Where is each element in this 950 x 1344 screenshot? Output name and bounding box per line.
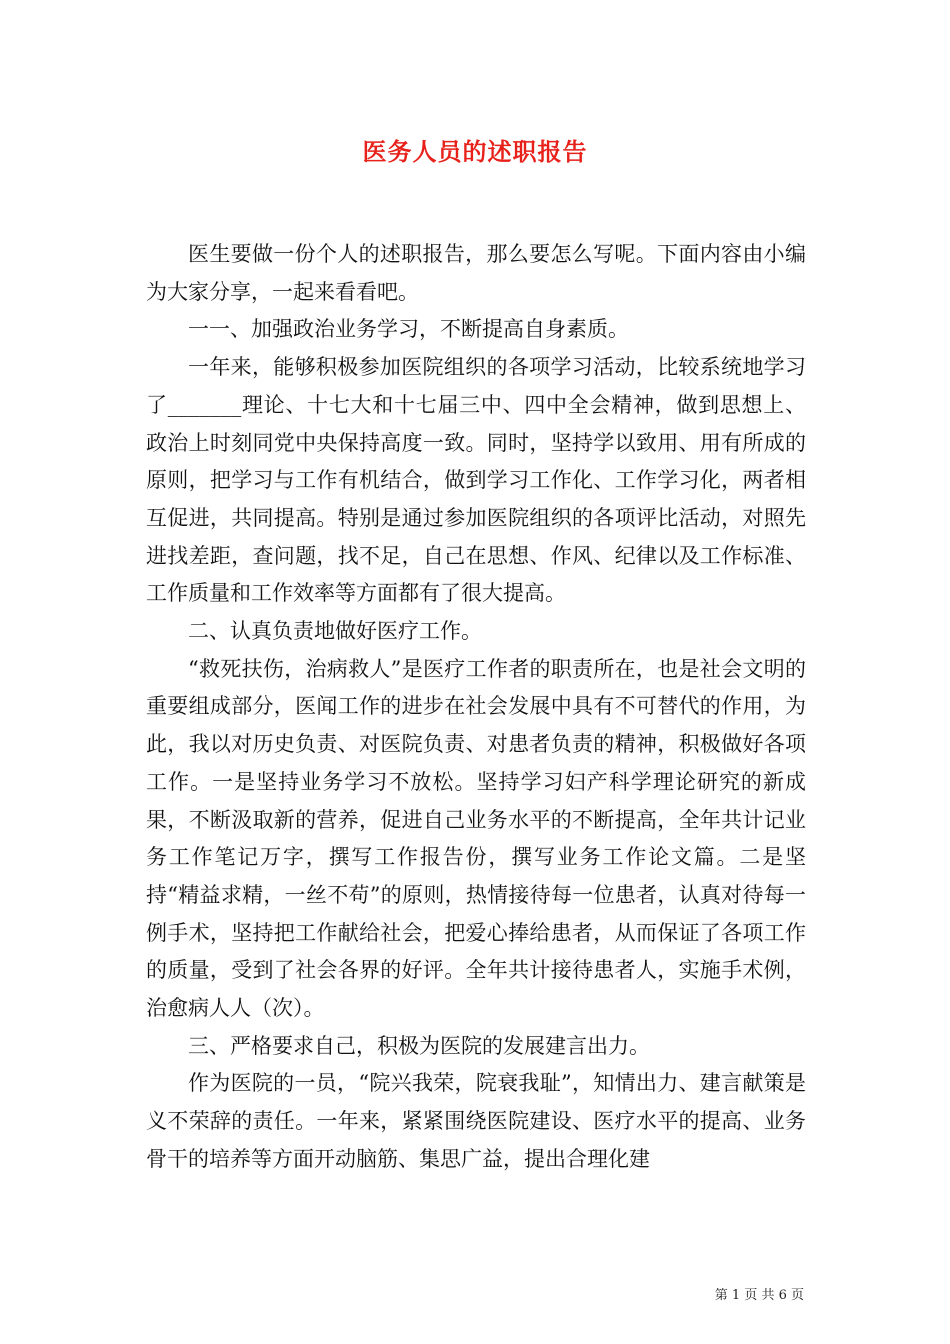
section-heading-3: 三、严格要求自己，积极为医院的发展建言出力。 [188,1033,650,1058]
paragraph-section-2: “救死扶伤，治病救人”是医疗工作者的职责所在，也是社会文明的重要组成部分，医闻工作的进步在社会发展中具有不可替代的作用，为此，我以对历史负责、对医院负责、对患者负责的精神，积极做好各项工作。一是坚持业务学习不放松。坚持学习妇产科学理论研究的新成果，不断汲取新的营养，促进自己业务水平的不断提高，全年共计记业务工作笔记万字，撰写工作报告份，撰写业务工作论文篇。二是坚持“精益求精，一丝不苟”的原则，热情接待每一位患者，认真对待每一例手术，坚持把工作献给社会，把爱心捧给患者，从而保证了各项工作的质量，受到了社会各界的好评。全年共计接待患者人，实施手术例，治愈病人人（次）。 [146,656,806,1021]
paragraph-section-1: 一年来，能够积极参加医院组织的各项学习活动，比较系统地学习了_______理论、十七大和十七届三中、四中全会精神，做到思想上、政治上时刻同党中央保持高度一致。同时，坚持学以致用、用有所成的原则，把学习与工作有机结合，做到学习工作化、工作学习化，两者相互促进，共同提高。特别是通过参加医院组织的各项评比活动，对照先进找差距，查问题，找不足，自己在思想、作风、纪律以及工作标准、工作质量和工作效率等方面都有了很大提高。 [146,355,806,606]
page-number-footer: 第 1 页 共 6 页 [714,1288,804,1303]
document-body [146,236,806,1179]
paragraph-intro: 医生要做一份个人的述职报告，那么要怎么写呢。下面内容由小编为大家分享，一起来看看吧。 [146,242,806,304]
section-heading-2: 二、认真负责地做好医疗工作。 [188,619,482,644]
section-heading-1: 一一、加强政治业务学习，不断提高自身素质。 [188,317,629,342]
paragraph-section-3: 作为医院的一员，“院兴我荣，院衰我耻”，知情出力、建言献策是义不荣辞的责任。一年来，紧紧围绕医院建设、医疗水平的提高、业务骨干的培养等方面开动脑筋、集思广益，提出合理化建 [146,1071,806,1171]
document-title: 医务人员的述职报告 [362,137,588,166]
